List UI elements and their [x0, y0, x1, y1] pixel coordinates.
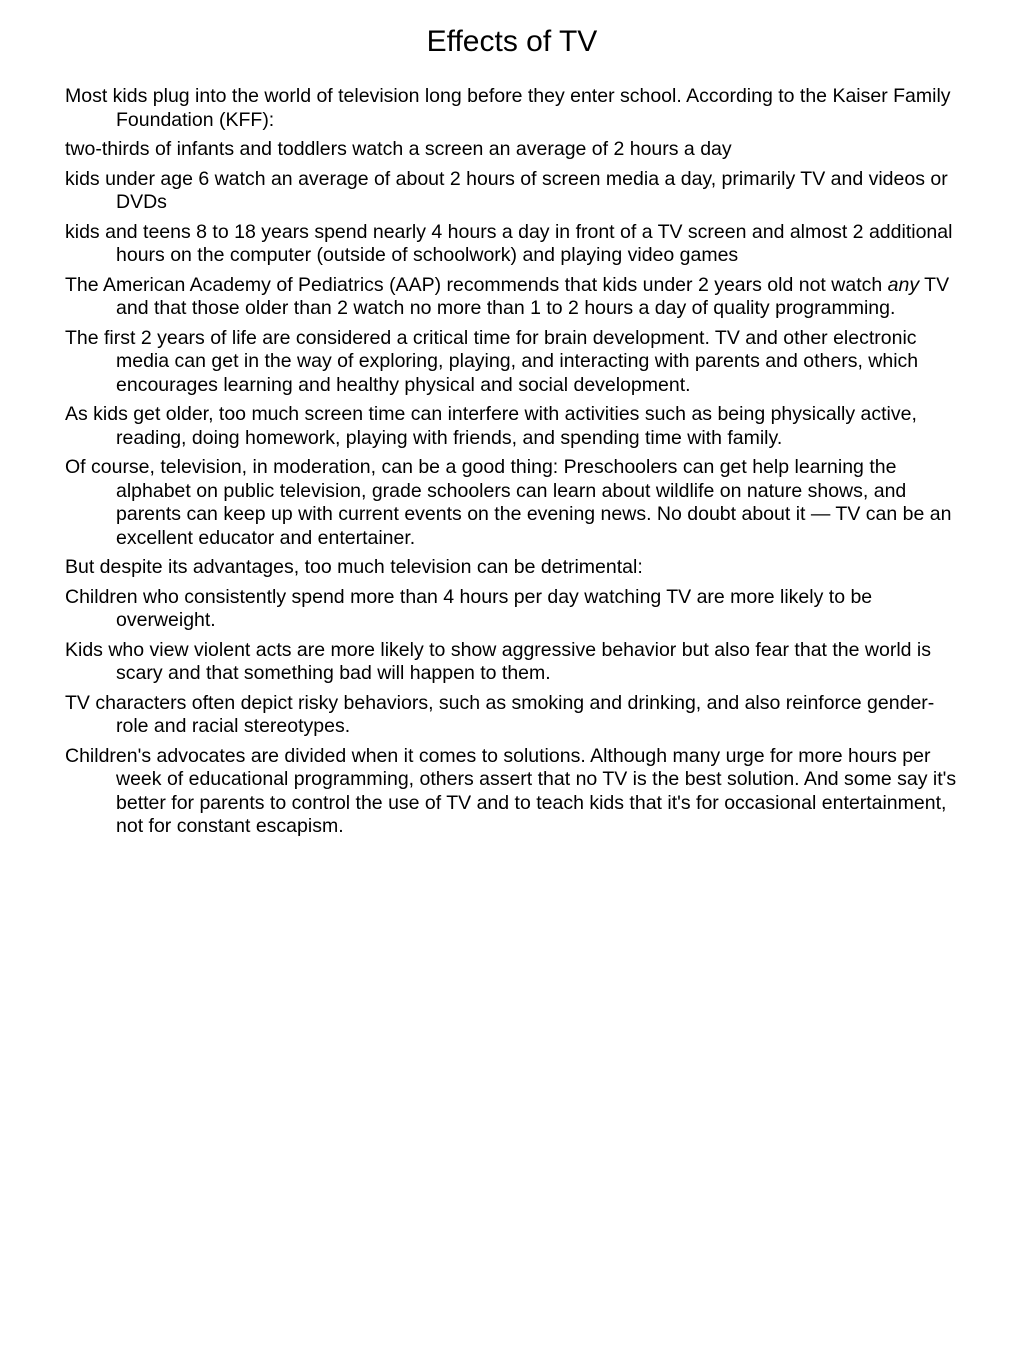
paragraph: As kids get older, too much screen time can interfere with activities such as being physically active, reading, doing homework, playing with friends, and spending time with family. [65, 403, 917, 449]
page-title: Effects of TV [426, 25, 598, 58]
paragraph: Kids who view violent acts are more likely to show aggressive behavior but also fear that the world is scary and that something bad will happen to them. [65, 638, 931, 684]
paragraph: The first 2 years of life are considered a critical time for brain development. TV and other electronic media can get in the way of exploring, playing, and interacting with parents and others, which encourages learning and healthy physical and social development. [65, 326, 919, 396]
paragraph: Children's advocates are divided when it comes to solutions. Although many urge for more hours per week of educational programming, others assert that no TV is the best solution. And some say it's better for parents to control the use of TV and to teach kids that it's for occasional entertainment, not for constant escapism. [65, 744, 957, 837]
paragraph: Most kids plug into the world of television long before they enter school. According to the Kaiser Family Foundation (KFF): [65, 85, 951, 131]
paragraph-aap-recommendation [65, 274, 960, 321]
paragraph: Children who consistently spend more than 4 hours per day watching TV are more likely to be overweight. [65, 585, 873, 631]
paragraph-text-after: TV and that those older than 2 watch no more than 1 to 2 hours a day of quality programming. [116, 273, 950, 319]
paragraph: But despite its advantages, too much television can be detrimental: [65, 556, 643, 578]
paragraph: TV characters often depict risky behaviors, such as smoking and drinking, and also reinforce gender-role and racial stereotypes. [65, 691, 935, 737]
body-text-list [65, 85, 960, 845]
paragraph-text-before: The American Academy of Pediatrics (AAP) recommends that kids under 2 years old not watch [65, 273, 888, 296]
paragraph: kids under age 6 watch an average of about 2 hours of screen media a day, primarily TV and videos or DVDs [65, 167, 948, 213]
paragraph: kids and teens 8 to 18 years spend nearly 4 hours a day in front of a TV screen and almost 2 additional hours on the computer (outside of schoolwork) and playing video games [65, 220, 953, 266]
paragraph: Of course, television, in moderation, can be a good thing: Preschoolers can get help learning the alphabet on public television, grade schoolers can learn about wildlife on nature shows, and parents can keep up with current events on the evening news. No doubt about it — TV can be an excellent educator and entertainer. [65, 456, 952, 549]
paragraph-emphasis: any [887, 273, 920, 296]
paragraph: two-thirds of infants and toddlers watch a screen an average of 2 hours a day [65, 138, 732, 160]
